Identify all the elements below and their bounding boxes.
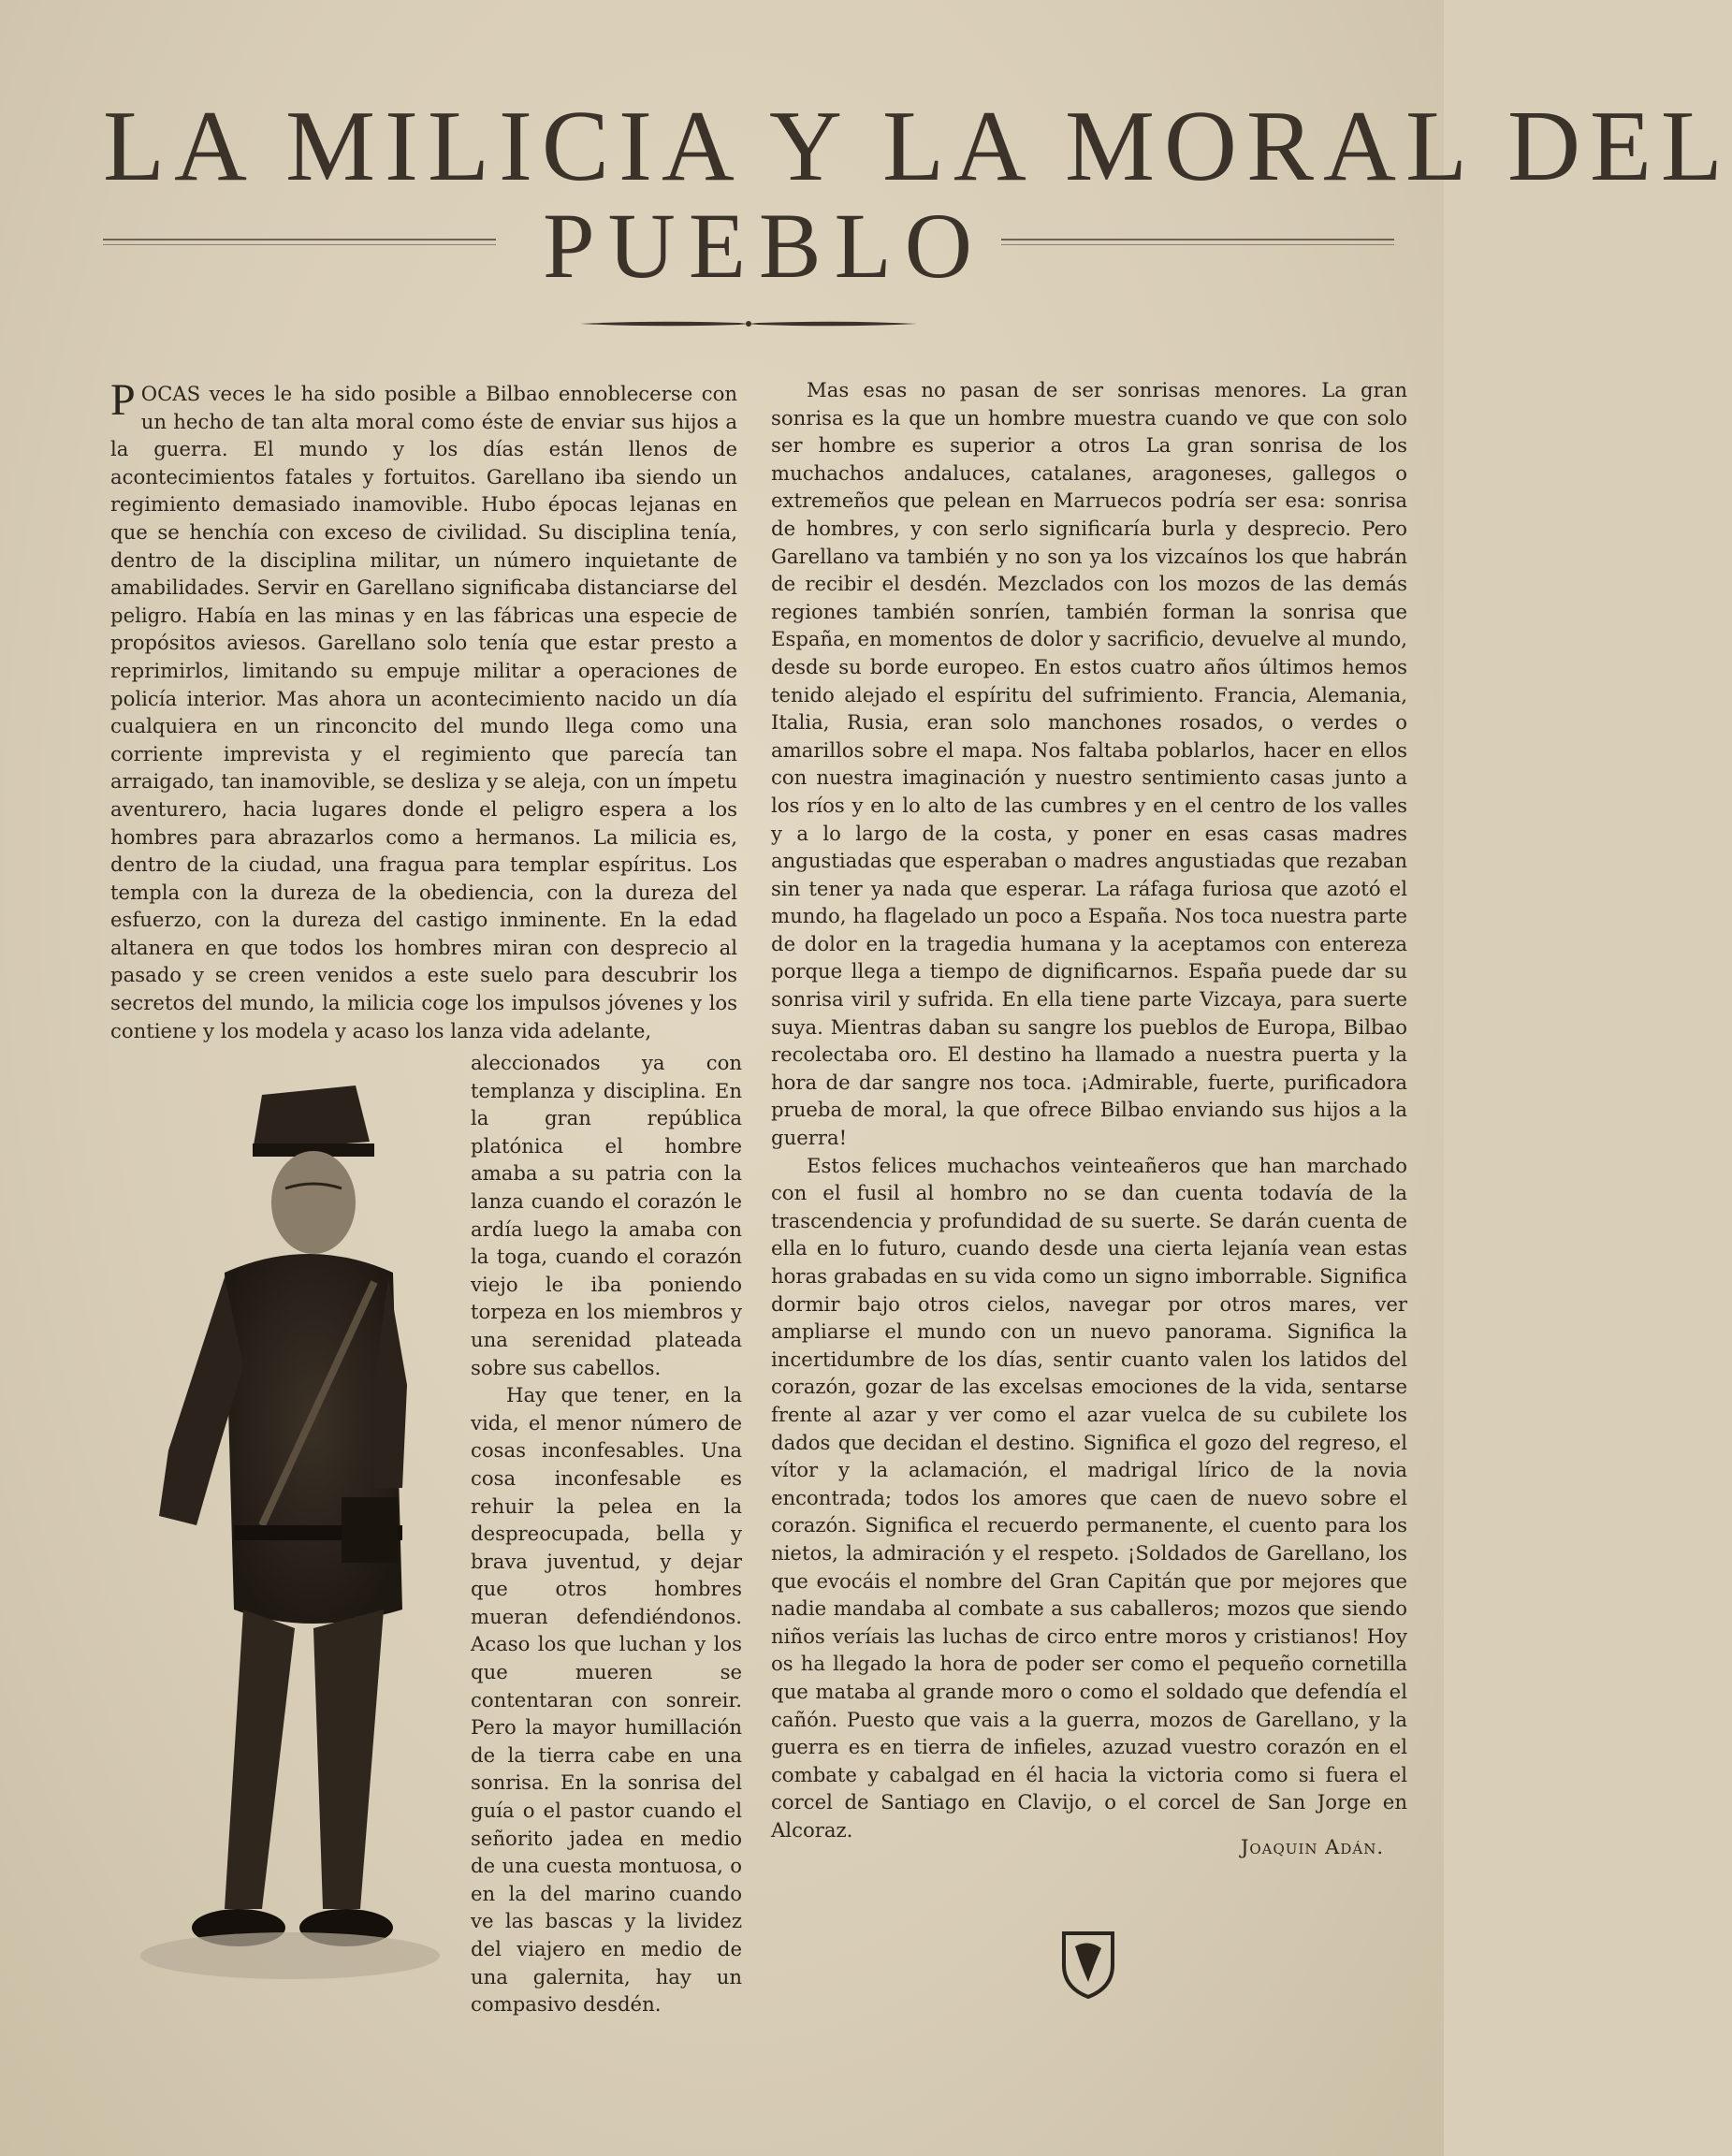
- column-right: [771, 376, 1407, 1843]
- soldier-photo: [122, 1085, 449, 2003]
- article-title-line1: LA MILICIA Y LA MORAL DEL: [103, 91, 1732, 202]
- paragraph-intro: OCAS veces le ha sido posible a Bilbao ennoblecerse con un hecho de tan alta moral como éste de enviar sus hijos a la guerra. El mundo y los días están llenos de acontecimientos fatales y fortuitos. Garellano iba siendo un regimiento demasiado inamovible. Hubo épocas lejanas en que se henchía con exceso de civilidad. Su disciplina tenía, dentro de la disciplina militar, un número inquietante de amabilidades. Servir en Garellano significaba distanciarse del peligro. Había en las minas y en las fábricas una especie de propósitos aviesos. Garellano solo tenía que estar presto a reprimirlos, limitando su empuje militar a operaciones de policía interior. Mas ahora un acontecimiento nacido un día cualquiera en un rinconcito del mundo llega como una corriente imprevista y el regimiento que parecía tan arraigado, tan inamovible, se desliza y se aleja, con un ímpetu aventurero, hacia lugares donde el peligro espera a los hombres para abrazarlos como a hermanos. La milicia es, dentro de la ciudad, una fragua para templar espíritus. Los templa con la dureza de la obediencia, con la dureza del esfuerzo, con la dureza del castigo inminente. En la edad altanera en que todos los hombres miran con desprecio al pasado y se creen venidos a este suelo para descubrir los secretos del mundo, la milicia coge los impulsos jóvenes y los contiene y los modela y acaso los lanza vida adelante,: [110, 382, 737, 1042]
- paragraph-muchachos: Estos felices muchachos veinteañeros que han marchado con el fusil al hombro no se dan cuenta todavía de la trascendencia y profundidad de su suerte. Se darán cuenta de ella en lo futuro, cuando desde una cierta lejanía vean estas horas grabadas en su vida como un signo imborrable. Significa dormir bajo otros cielos, navegar por otros mares, ver ampliarse el mundo con un nuevo panorama. Significa la incertidumbre de los días, sentir cuanto valen los latidos del corazón, gozar de las excelsas emociones de la vida, sentarse frente al azar y ver como el azar vuelca de su cubilete los dados que decidan el destino. Significa el gozo del regreso, el vítor y la aclamación, el madrigal lírico de la novia encontrada; todos los amores que caen de nuevo sobre el corazón. Significa el recuerdo permanente, el cuento para los nietos, la admiración y el respeto. ¡Soldados de Garellano, los que evocáis el nombre del Gran Capitán que por mejores que nadie mandaba al combate a sus caballeros; mozos que siendo niños veríais las luchas de circo entre moros y cristianos! Hoy os ha llegado la hora de poder ser como el pequeño cornetilla que mataba al grande moro o como el soldado que defendía el cañón. Puesto que vais a la guerra, mozos de Garellano, y la guerra es en tierra de infieles, azuzad vuestro corazón en el combate y cabalgad en él hacia la victoria como si fuera el corcel de Santiago en Clavijo, o el corcel de San Jorge en Alcoraz.: [771, 1153, 1407, 1842]
- title-rule-right: [1001, 239, 1394, 245]
- title-ornament: [580, 314, 917, 333]
- title-rule-left: [103, 239, 496, 245]
- column-left-top: [110, 375, 737, 1044]
- shield-emblem-icon: [1060, 1928, 1116, 1999]
- title-row: [103, 192, 1394, 298]
- paragraph-inconfesables: Hay que tener, en la vida, el menor número de cosas inconfesables. Una cosa inconfesable es rehuir la pelea en la despreocupada, bella y brava juventud, y dejar que otros hombres mueran defendiéndonos. Acaso los que luchan y los que mueren se contentaran con sonreir. Pero la mayor humillación de la tierra cabe en una sonrisa. En la sonrisa del guía o el pastor cuando el señorito jadea en medio de una cuesta montuosa, o en la del marino cuando ve las bascas y la lividez del viajero en medio de una galernita, hay un compasivo desdén.: [471, 1383, 742, 2017]
- paragraph-republica: aleccionados ya con templanza y disciplina. En la gran república platónica el hombre amaba a su patria con la lanza cuando el corazón le ardía luego la amaba con la toga, cuando el corazón viejo le iba poniendo torpeza en los miembros y una serenidad plateada sobre sus cabellos.: [471, 1051, 742, 1379]
- column-left-narrow: [471, 1049, 742, 2018]
- drop-cap: P: [110, 375, 136, 425]
- author-signature: Joaquin Adán.: [1240, 1836, 1384, 1858]
- article-title-line2: PUEBLO: [543, 194, 985, 298]
- paragraph-sonrisas: Mas esas no pasan de ser sonrisas menores. La gran sonrisa es la que un hombre muestra cuando ve que con solo ser hombre es superior a otros La gran sonrisa de los muchachos andaluces, catalanes, aragoneses, gallegos o extremeños que pelean en Marruecos podría ser esa: sonrisa de hombres, y con serlo significaría burla y desprecio. Pero Garellano va también y no son ya los vizcaínos los que habrán de recibir el desdén. Mezclados con los mozos de las demás regiones también sonríen, también forman la sonrisa que España, en momentos de dolor y sacrificio, devuelve al mundo, desde su borde europeo. En estos cuatro años últimos hemos tenido alejado el espíritu del sufrimiento. Francia, Alemania, Italia, Rusia, eran solo manchones rosados, o verdes o amarillos sobre el mapa. Nos faltaba poblarlos, hacer en ellos con nuestra imaginación y nuestro sentimiento casas junto a los ríos y en lo alto de las cumbres y en el centro de los valles y a lo largo de la costa, y poner en esas casas madres angustiadas que esperaban o madres angustiadas que rezaban sin tener ya nada que esperar. La ráfaga furiosa que azotó el mundo, ha flagelado un poco a España. Nos toca nuestra parte de dolor en la tragedia humana y la aceptamos con entereza porque llega a tiempo de dignificarnos. España puede dar su sonrisa viril y sufrida. En ella tiene parte Vizcaya, para suerte suya. Mientras daban su sangre los pueblos de Europa, Bilbao recolectaba oro. El destino ha llamado a nuestra puerta y la hora de dar sangre nos toca. ¡Admirable, fuerte, purificadora prueba de moral, la que ofrece Bilbao enviando sus hijos a la guerra!: [771, 378, 1407, 1150]
